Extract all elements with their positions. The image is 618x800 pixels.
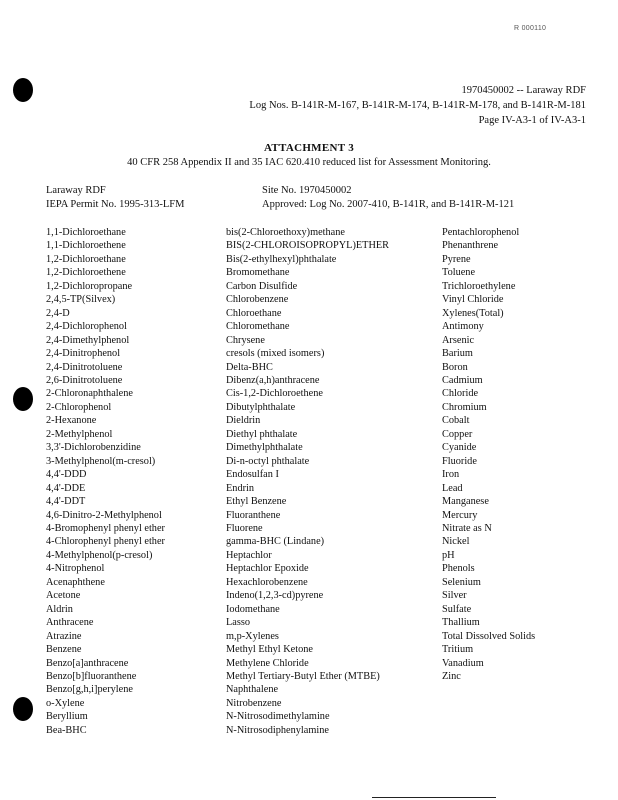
parameter-item: 4-Nitrophenol — [46, 563, 105, 575]
parameter-item: Phenanthrene — [442, 240, 499, 252]
parameter-item: Chlorobenzene — [226, 294, 289, 306]
parameter-item: Fluoride — [442, 455, 477, 467]
parameter-column-3 — [442, 226, 535, 683]
parameter-item: 1,1-Dichloroethene — [46, 240, 126, 252]
header-log-numbers: Log Nos. B-141R-M-167, B-141R-M-174, B-141R-M-178, and B-141R-M-181 — [249, 100, 586, 111]
punch-hole-bottom — [13, 697, 33, 721]
parameter-item: Zinc — [442, 670, 461, 682]
parameter-item: Acenaphthene — [46, 576, 105, 588]
parameter-item: Pyrene — [442, 253, 471, 265]
parameter-item: Thallium — [442, 617, 480, 629]
facility-name: Laraway RDF — [46, 185, 106, 196]
parameter-item: Pentachlorophenol — [442, 227, 520, 238]
parameter-item: gamma-BHC (Lindane) — [226, 536, 325, 548]
parameter-item: 2-Chlorophenol — [46, 401, 112, 413]
parameter-item: 4,4'-DDD — [46, 469, 87, 481]
parameter-item: 2,4-Dinitrotoluene — [46, 361, 123, 373]
parameter-item: Cobalt — [442, 415, 470, 427]
parameter-column-1 — [46, 226, 165, 737]
parameter-item: Nitrobenzene — [226, 697, 282, 709]
site-number: Site No. 1970450002 — [262, 185, 352, 196]
header-page-number: Page IV-A3-1 of IV-A3-1 — [478, 115, 586, 126]
parameter-item: Iron — [442, 469, 460, 481]
parameter-item: Bis(2-ethylhexyl)phthalate — [226, 253, 337, 265]
parameter-item: Heptachlor Epoxide — [226, 563, 309, 575]
parameter-item: Heptachlor — [226, 549, 272, 561]
parameter-item: Methylene Chloride — [226, 657, 309, 669]
parameter-item: Phenols — [442, 563, 475, 575]
parameter-item: Bea-BHC — [46, 724, 87, 736]
punch-hole-middle — [13, 387, 33, 411]
parameter-item: 2,4-Dichlorophenol — [46, 321, 127, 333]
parameter-item: Cadmium — [442, 374, 483, 386]
parameter-item: Ethyl Benzene — [226, 496, 287, 508]
parameter-item: Acetone — [46, 590, 81, 602]
parameter-item: 4-Bromophenyl phenyl ether — [46, 522, 165, 534]
attachment-title: ATTACHMENT 3 — [263, 142, 355, 154]
parameter-item: Naphthalene — [226, 684, 279, 696]
parameter-item: Dieldrin — [226, 415, 261, 427]
parameter-item: Benzo[a]anthracene — [46, 657, 129, 669]
parameter-item: Hexachlorobenzene — [226, 576, 308, 588]
parameter-item: BIS(2-CHLOROISOPROPYL)ETHER — [226, 240, 390, 252]
parameter-item: Dibenz(a,h)anthracene — [226, 374, 320, 386]
parameter-item: 1,2-Dichloropropane — [46, 280, 133, 292]
parameter-item: Toluene — [442, 267, 476, 279]
parameter-item: Carbon Disulfide — [226, 280, 298, 292]
parameter-item: 2,4-D — [46, 307, 70, 319]
parameter-item: Chromium — [442, 401, 487, 413]
parameter-item: Beryllium — [46, 711, 88, 723]
parameter-column-2 — [226, 226, 389, 737]
parameter-item: Sulfate — [442, 603, 472, 615]
parameter-item: Manganese — [442, 496, 489, 508]
parameter-item: Anthracene — [46, 617, 94, 629]
parameter-item: m,p-Xylenes — [226, 630, 279, 642]
parameter-item: 2,6-Dinitrotoluene — [46, 374, 123, 386]
parameter-item: 2-Methylphenol — [46, 428, 113, 440]
parameter-item: 3-Methylphenol(m-cresol) — [46, 455, 156, 467]
parameter-item: Barium — [442, 348, 473, 360]
parameter-item: Fluorene — [226, 522, 263, 534]
parameter-item: N-Nitrosodimethylamine — [226, 711, 330, 723]
parameter-item: Benzo[b]fluoranthene — [46, 670, 137, 682]
parameter-item: Antimony — [442, 321, 484, 333]
parameter-item: Endosulfan I — [226, 469, 279, 481]
parameter-item: Benzo[g,h,i]perylene — [46, 684, 133, 696]
parameter-item: Xylenes(Total) — [442, 307, 504, 319]
parameter-item: Cis-1,2-Dichloroethene — [226, 388, 323, 400]
parameter-item: Fluoranthene — [226, 509, 281, 521]
parameter-item: Iodomethane — [226, 603, 280, 615]
parameter-item: Silver — [442, 590, 467, 602]
parameter-item: 4,6-Dinitro-2-Methylphenol — [46, 509, 162, 521]
parameter-item: 2,4-Dinitrophenol — [46, 348, 121, 360]
parameter-item: 4-Chlorophenyl phenyl ether — [46, 536, 165, 548]
parameter-item: Chloromethane — [226, 321, 290, 333]
punch-hole-top — [13, 78, 33, 102]
parameter-item: cresols (mixed isomers) — [226, 348, 325, 360]
parameter-item: Chrysene — [226, 334, 265, 346]
parameter-item: Copper — [442, 428, 473, 440]
parameter-item: pH — [442, 549, 455, 561]
parameter-item: Selenium — [442, 576, 481, 588]
parameter-item: Trichloroethylene — [442, 280, 516, 292]
parameter-item: 3,3'-Dichlorobenzidine — [46, 442, 141, 454]
parameter-item: 1,2-Dichloroethene — [46, 267, 126, 279]
parameter-item: Cyanide — [442, 442, 477, 454]
parameter-item: Nitrate as N — [442, 522, 492, 534]
parameter-item: 2-Chloronaphthalene — [46, 388, 133, 400]
page-stamp: R 000110 — [514, 25, 547, 32]
parameter-item: Delta-BHC — [226, 361, 273, 373]
parameter-item: bis(2-Chloroethoxy)methane — [226, 227, 345, 238]
parameter-item: Chloroethane — [226, 307, 282, 319]
parameter-item: Lead — [442, 482, 463, 494]
parameter-item: 2,4,5-TP(Silvex) — [46, 294, 116, 306]
parameter-item: Atrazine — [46, 630, 82, 642]
parameter-item: Di-n-octyl phthalate — [226, 455, 310, 467]
parameter-item: 4-Methylphenol(p-cresol) — [46, 549, 153, 561]
parameter-item: 1,2-Dichloroethane — [46, 253, 126, 265]
parameter-item: 2-Hexanone — [46, 415, 97, 427]
attachment-subtitle: 40 CFR 258 Appendix II and 35 IAC 620.410 reduced list for Assessment Monitoring. — [127, 157, 491, 168]
parameter-item: Lasso — [226, 617, 251, 629]
parameter-item: 4,4'-DDT — [46, 496, 86, 508]
permit-number: IEPA Permit No. 1995-313-LFM — [46, 199, 185, 210]
parameter-item: Benzene — [46, 644, 82, 656]
parameter-item: Chloride — [442, 388, 479, 400]
parameter-item: Nickel — [442, 536, 470, 548]
parameter-item: Methyl Ethyl Ketone — [226, 644, 313, 656]
parameter-item: Bromomethane — [226, 267, 290, 279]
parameter-item: Vanadium — [442, 657, 484, 669]
parameter-item: Mercury — [442, 509, 478, 521]
parameter-item: Methyl Tertiary-Butyl Ether (MTBE) — [226, 670, 380, 682]
footer-rule — [372, 797, 496, 798]
parameter-item: Dimethylphthalate — [226, 442, 303, 454]
parameter-item: 2,4-Dimethylphenol — [46, 334, 130, 346]
parameter-item: 1,1-Dichloroethane — [46, 227, 126, 238]
parameter-item: Aldrin — [46, 603, 73, 615]
parameter-item: Total Dissolved Solids — [442, 630, 536, 642]
header-facility-line: 1970450002 -- Laraway RDF — [461, 85, 586, 96]
parameter-item: 4,4'-DDE — [46, 482, 86, 494]
parameter-item: o-Xylene — [46, 697, 85, 709]
parameter-item: Tritium — [442, 644, 474, 656]
parameter-item: Boron — [442, 361, 468, 373]
parameter-item: Vinyl Chloride — [442, 294, 504, 306]
parameter-item: Indeno(1,2,3-cd)pyrene — [226, 590, 324, 602]
parameter-item: Dibutylphthalate — [226, 401, 296, 413]
parameter-item: N-Nitrosodiphenylamine — [226, 724, 329, 736]
parameter-item: Diethyl phthalate — [226, 428, 298, 440]
parameter-item: Endrin — [226, 482, 255, 494]
parameter-item: Arsenic — [442, 334, 475, 346]
approval-line: Approved: Log No. 2007-410, B-141R, and B-141R-M-121 — [262, 199, 515, 210]
